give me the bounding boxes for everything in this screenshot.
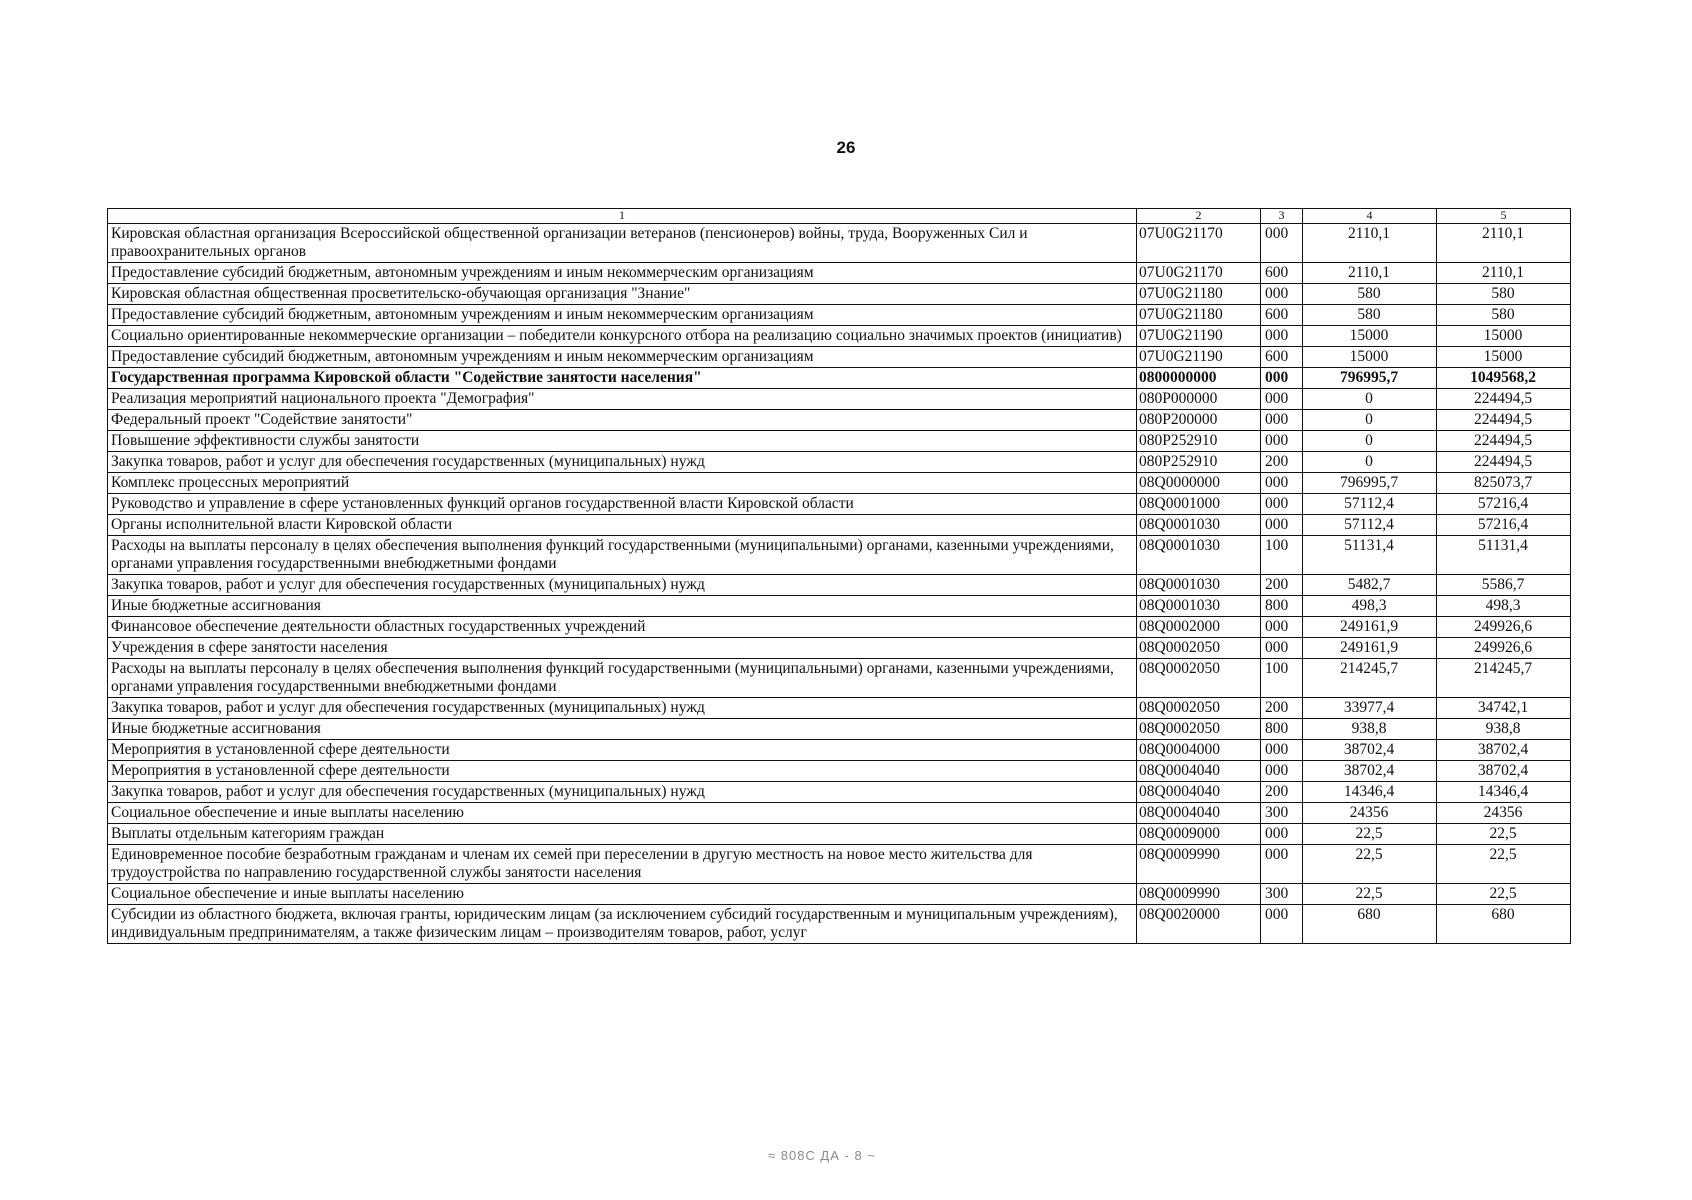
expense-type-cell: 200	[1261, 782, 1303, 803]
expense-name-cell: Закупка товаров, работ и услуг для обеспечения государственных (муниципальных) нужд	[108, 575, 1137, 596]
target-code-cell: 08Q0001030	[1137, 515, 1261, 536]
table-row	[108, 431, 1571, 452]
table-row	[108, 347, 1571, 368]
table-body	[108, 224, 1571, 944]
amount-year-1-cell: 15000	[1303, 347, 1437, 368]
target-code-cell: 08Q0009000	[1137, 824, 1261, 845]
table-row	[108, 515, 1571, 536]
target-code-cell: 07U0G21190	[1137, 326, 1261, 347]
expense-type-cell: 000	[1261, 638, 1303, 659]
expense-type-cell: 600	[1261, 263, 1303, 284]
expense-name-cell: Расходы на выплаты персоналу в целях обеспечения выполнения функций государственными (муниципальными) органами, казенными учреждениями, органами управления государственными внебюджетными фондами	[108, 659, 1137, 698]
expense-type-cell: 000	[1261, 845, 1303, 884]
expense-name-cell: Комплекс процессных мероприятий	[108, 473, 1137, 494]
amount-year-2-cell: 224494,5	[1437, 431, 1571, 452]
amount-year-2-cell: 249926,6	[1437, 617, 1571, 638]
amount-year-2-cell: 938,8	[1437, 719, 1571, 740]
expense-type-cell: 000	[1261, 431, 1303, 452]
amount-year-2-cell: 22,5	[1437, 824, 1571, 845]
table-row	[108, 659, 1571, 698]
target-code-cell: 080P252910	[1137, 431, 1261, 452]
table-row	[108, 638, 1571, 659]
amount-year-2-cell: 580	[1437, 305, 1571, 326]
expense-type-cell: 800	[1261, 719, 1303, 740]
header-cell-value-1: 4	[1303, 209, 1437, 224]
amount-year-2-cell: 224494,5	[1437, 452, 1571, 473]
table-row	[108, 761, 1571, 782]
amount-year-2-cell: 224494,5	[1437, 389, 1571, 410]
table-row	[108, 617, 1571, 638]
table-row	[108, 389, 1571, 410]
amount-year-2-cell: 14346,4	[1437, 782, 1571, 803]
amount-year-1-cell: 0	[1303, 431, 1437, 452]
amount-year-2-cell: 680	[1437, 905, 1571, 944]
amount-year-2-cell: 15000	[1437, 347, 1571, 368]
table-row	[108, 596, 1571, 617]
expense-type-cell: 800	[1261, 596, 1303, 617]
target-code-cell: 07U0G21180	[1137, 284, 1261, 305]
table-row	[108, 803, 1571, 824]
expense-type-cell: 000	[1261, 284, 1303, 305]
expense-name-cell: Кировская областная общественная просветительско-обучающая организация "Знание"	[108, 284, 1137, 305]
expense-name-cell: Федеральный проект "Содействие занятости"	[108, 410, 1137, 431]
amount-year-1-cell: 2110,1	[1303, 263, 1437, 284]
expense-name-cell: Мероприятия в установленной сфере деятельности	[108, 761, 1137, 782]
amount-year-1-cell: 5482,7	[1303, 575, 1437, 596]
target-code-cell: 080P200000	[1137, 410, 1261, 431]
target-code-cell: 08Q0009990	[1137, 884, 1261, 905]
table-row	[108, 824, 1571, 845]
expense-type-cell: 000	[1261, 617, 1303, 638]
amount-year-2-cell: 214245,7	[1437, 659, 1571, 698]
amount-year-1-cell: 0	[1303, 410, 1437, 431]
expense-name-cell: Кировская областная организация Всероссийской общественной организации ветеранов (пенсионеров) войны, труда, Вооруженных Сил и правоохранительных органов	[108, 224, 1137, 263]
target-code-cell: 08Q0009990	[1137, 845, 1261, 884]
amount-year-1-cell: 22,5	[1303, 824, 1437, 845]
expense-name-cell: Единовременное пособие безработным гражданам и членам их семей при переселении в другую местность на новое место жительства для трудоустройства по направлению государственной службы занятости населения	[108, 845, 1137, 884]
target-code-cell: 080P252910	[1137, 452, 1261, 473]
amount-year-2-cell: 498,3	[1437, 596, 1571, 617]
header-row	[108, 209, 1571, 224]
target-code-cell: 08Q0004040	[1137, 803, 1261, 824]
table-row	[108, 224, 1571, 263]
expense-type-cell: 600	[1261, 347, 1303, 368]
target-code-cell: 07U0G21170	[1137, 224, 1261, 263]
table-row	[108, 782, 1571, 803]
amount-year-1-cell: 249161,9	[1303, 638, 1437, 659]
amount-year-2-cell: 24356	[1437, 803, 1571, 824]
table-row	[108, 740, 1571, 761]
expense-name-cell: Предоставление субсидий бюджетным, автономным учреждениям и иным некоммерческим организациям	[108, 305, 1137, 326]
expense-type-cell: 000	[1261, 368, 1303, 389]
amount-year-2-cell: 2110,1	[1437, 224, 1571, 263]
amount-year-1-cell: 580	[1303, 305, 1437, 326]
amount-year-2-cell: 15000	[1437, 326, 1571, 347]
expense-name-cell: Предоставление субсидий бюджетным, автономным учреждениям и иным некоммерческим организациям	[108, 263, 1137, 284]
expense-name-cell: Закупка товаров, работ и услуг для обеспечения государственных (муниципальных) нужд	[108, 782, 1137, 803]
amount-year-2-cell: 825073,7	[1437, 473, 1571, 494]
target-code-cell: 08Q0004000	[1137, 740, 1261, 761]
expense-name-cell: Выплаты отдельным категориям граждан	[108, 824, 1137, 845]
table-row	[108, 494, 1571, 515]
amount-year-1-cell: 38702,4	[1303, 740, 1437, 761]
target-code-cell: 08Q0004040	[1137, 782, 1261, 803]
amount-year-2-cell: 51131,4	[1437, 536, 1571, 575]
budget-table	[107, 208, 1571, 944]
expense-name-cell: Руководство и управление в сфере установленных функций органов государственной власти Кировской области	[108, 494, 1137, 515]
table-row	[108, 845, 1571, 884]
amount-year-2-cell: 57216,4	[1437, 515, 1571, 536]
expense-type-cell: 600	[1261, 305, 1303, 326]
header-cell-type: 3	[1261, 209, 1303, 224]
expense-type-cell: 000	[1261, 389, 1303, 410]
target-code-cell: 08Q0002000	[1137, 617, 1261, 638]
expense-name-cell: Расходы на выплаты персоналу в целях обеспечения выполнения функций государственными (муниципальными) органами, казенными учреждениями, органами управления государственными внебюджетными фондами	[108, 536, 1137, 575]
amount-year-1-cell: 0	[1303, 389, 1437, 410]
table-row	[108, 305, 1571, 326]
amount-year-2-cell: 1049568,2	[1437, 368, 1571, 389]
expense-name-cell: Мероприятия в установленной сфере деятельности	[108, 740, 1137, 761]
amount-year-1-cell: 796995,7	[1303, 368, 1437, 389]
expense-type-cell: 000	[1261, 326, 1303, 347]
amount-year-2-cell: 34742,1	[1437, 698, 1571, 719]
amount-year-1-cell: 22,5	[1303, 845, 1437, 884]
amount-year-1-cell: 24356	[1303, 803, 1437, 824]
amount-year-1-cell: 214245,7	[1303, 659, 1437, 698]
target-code-cell: 08Q0001030	[1137, 536, 1261, 575]
amount-year-1-cell: 15000	[1303, 326, 1437, 347]
target-code-cell: 08Q0002050	[1137, 638, 1261, 659]
target-code-cell: 08Q0020000	[1137, 905, 1261, 944]
target-code-cell: 08Q0001030	[1137, 596, 1261, 617]
target-code-cell: 080P000000	[1137, 389, 1261, 410]
amount-year-1-cell: 51131,4	[1303, 536, 1437, 575]
amount-year-2-cell: 57216,4	[1437, 494, 1571, 515]
header-cell-value-2: 5	[1437, 209, 1571, 224]
table-row	[108, 473, 1571, 494]
amount-year-1-cell: 22,5	[1303, 884, 1437, 905]
amount-year-2-cell: 38702,4	[1437, 740, 1571, 761]
expense-type-cell: 000	[1261, 761, 1303, 782]
scan-artifact-text: ≈ 808С ДА - 8 ~	[768, 1148, 876, 1163]
target-code-cell: 07U0G21170	[1137, 263, 1261, 284]
table-row	[108, 326, 1571, 347]
expense-name-cell: Иные бюджетные ассигнования	[108, 719, 1137, 740]
expense-name-cell: Реализация мероприятий национального проекта "Демография"	[108, 389, 1137, 410]
amount-year-2-cell: 38702,4	[1437, 761, 1571, 782]
amount-year-1-cell: 0	[1303, 452, 1437, 473]
expense-name-cell: Государственная программа Кировской области "Содействие занятости населения"	[108, 368, 1137, 389]
amount-year-2-cell: 249926,6	[1437, 638, 1571, 659]
amount-year-1-cell: 249161,9	[1303, 617, 1437, 638]
expense-type-cell: 300	[1261, 884, 1303, 905]
expense-type-cell: 000	[1261, 494, 1303, 515]
target-code-cell: 08Q0001030	[1137, 575, 1261, 596]
amount-year-1-cell: 57112,4	[1303, 515, 1437, 536]
target-code-cell: 08Q0001000	[1137, 494, 1261, 515]
expense-type-cell: 000	[1261, 515, 1303, 536]
table-row	[108, 263, 1571, 284]
table-row	[108, 575, 1571, 596]
table-row	[108, 698, 1571, 719]
table-row	[108, 884, 1571, 905]
header-cell-code: 2	[1137, 209, 1261, 224]
expense-name-cell: Закупка товаров, работ и услуг для обеспечения государственных (муниципальных) нужд	[108, 452, 1137, 473]
expense-name-cell: Социальное обеспечение и иные выплаты населению	[108, 884, 1137, 905]
target-code-cell: 0800000000	[1137, 368, 1261, 389]
expense-type-cell: 100	[1261, 659, 1303, 698]
expense-type-cell: 300	[1261, 803, 1303, 824]
table-row	[108, 719, 1571, 740]
expense-type-cell: 000	[1261, 473, 1303, 494]
expense-name-cell: Иные бюджетные ассигнования	[108, 596, 1137, 617]
amount-year-2-cell: 2110,1	[1437, 263, 1571, 284]
table-row	[108, 452, 1571, 473]
amount-year-2-cell: 5586,7	[1437, 575, 1571, 596]
amount-year-1-cell: 680	[1303, 905, 1437, 944]
target-code-cell: 08Q0002050	[1137, 659, 1261, 698]
amount-year-1-cell: 2110,1	[1303, 224, 1437, 263]
table-row	[108, 410, 1571, 431]
amount-year-1-cell: 580	[1303, 284, 1437, 305]
page-number: 26	[836, 138, 856, 157]
amount-year-1-cell: 938,8	[1303, 719, 1437, 740]
expense-name-cell: Повышение эффективности службы занятости	[108, 431, 1137, 452]
amount-year-1-cell: 38702,4	[1303, 761, 1437, 782]
expense-type-cell: 200	[1261, 698, 1303, 719]
target-code-cell: 08Q0004040	[1137, 761, 1261, 782]
amount-year-2-cell: 580	[1437, 284, 1571, 305]
target-code-cell: 08Q0000000	[1137, 473, 1261, 494]
target-code-cell: 08Q0002050	[1137, 698, 1261, 719]
expense-name-cell: Предоставление субсидий бюджетным, автономным учреждениям и иным некоммерческим организациям	[108, 347, 1137, 368]
target-code-cell: 08Q0002050	[1137, 719, 1261, 740]
expense-name-cell: Социально ориентированные некоммерческие организации – победители конкурсного отбора на реализацию социально значимых проектов (инициатив)	[108, 326, 1137, 347]
expense-type-cell: 000	[1261, 410, 1303, 431]
expense-type-cell: 200	[1261, 575, 1303, 596]
amount-year-2-cell: 22,5	[1437, 845, 1571, 884]
table-row	[108, 284, 1571, 305]
table-row	[108, 905, 1571, 944]
amount-year-2-cell: 22,5	[1437, 884, 1571, 905]
expense-type-cell: 000	[1261, 224, 1303, 263]
target-code-cell: 07U0G21190	[1137, 347, 1261, 368]
expense-name-cell: Учреждения в сфере занятости населения	[108, 638, 1137, 659]
expense-type-cell: 200	[1261, 452, 1303, 473]
amount-year-2-cell: 224494,5	[1437, 410, 1571, 431]
expense-name-cell: Социальное обеспечение и иные выплаты населению	[108, 803, 1137, 824]
expense-name-cell: Органы исполнительной власти Кировской области	[108, 515, 1137, 536]
expense-type-cell: 000	[1261, 905, 1303, 944]
expense-name-cell: Субсидии из областного бюджета, включая гранты, юридическим лицам (за исключением субсидий государственным и муниципальным учреждениям), индивидуальным предпринимателям, а также физическим лицам – производителям товаров, работ, услуг	[108, 905, 1137, 944]
amount-year-1-cell: 33977,4	[1303, 698, 1437, 719]
expense-name-cell: Финансовое обеспечение деятельности областных государственных учреждений	[108, 617, 1137, 638]
amount-year-1-cell: 57112,4	[1303, 494, 1437, 515]
amount-year-1-cell: 14346,4	[1303, 782, 1437, 803]
amount-year-1-cell: 498,3	[1303, 596, 1437, 617]
expense-type-cell: 000	[1261, 740, 1303, 761]
header-cell-name: 1	[108, 209, 1137, 224]
table-row	[108, 368, 1571, 389]
target-code-cell: 07U0G21180	[1137, 305, 1261, 326]
expense-name-cell: Закупка товаров, работ и услуг для обеспечения государственных (муниципальных) нужд	[108, 698, 1137, 719]
expense-type-cell: 000	[1261, 824, 1303, 845]
amount-year-1-cell: 796995,7	[1303, 473, 1437, 494]
table-row	[108, 536, 1571, 575]
expense-type-cell: 100	[1261, 536, 1303, 575]
